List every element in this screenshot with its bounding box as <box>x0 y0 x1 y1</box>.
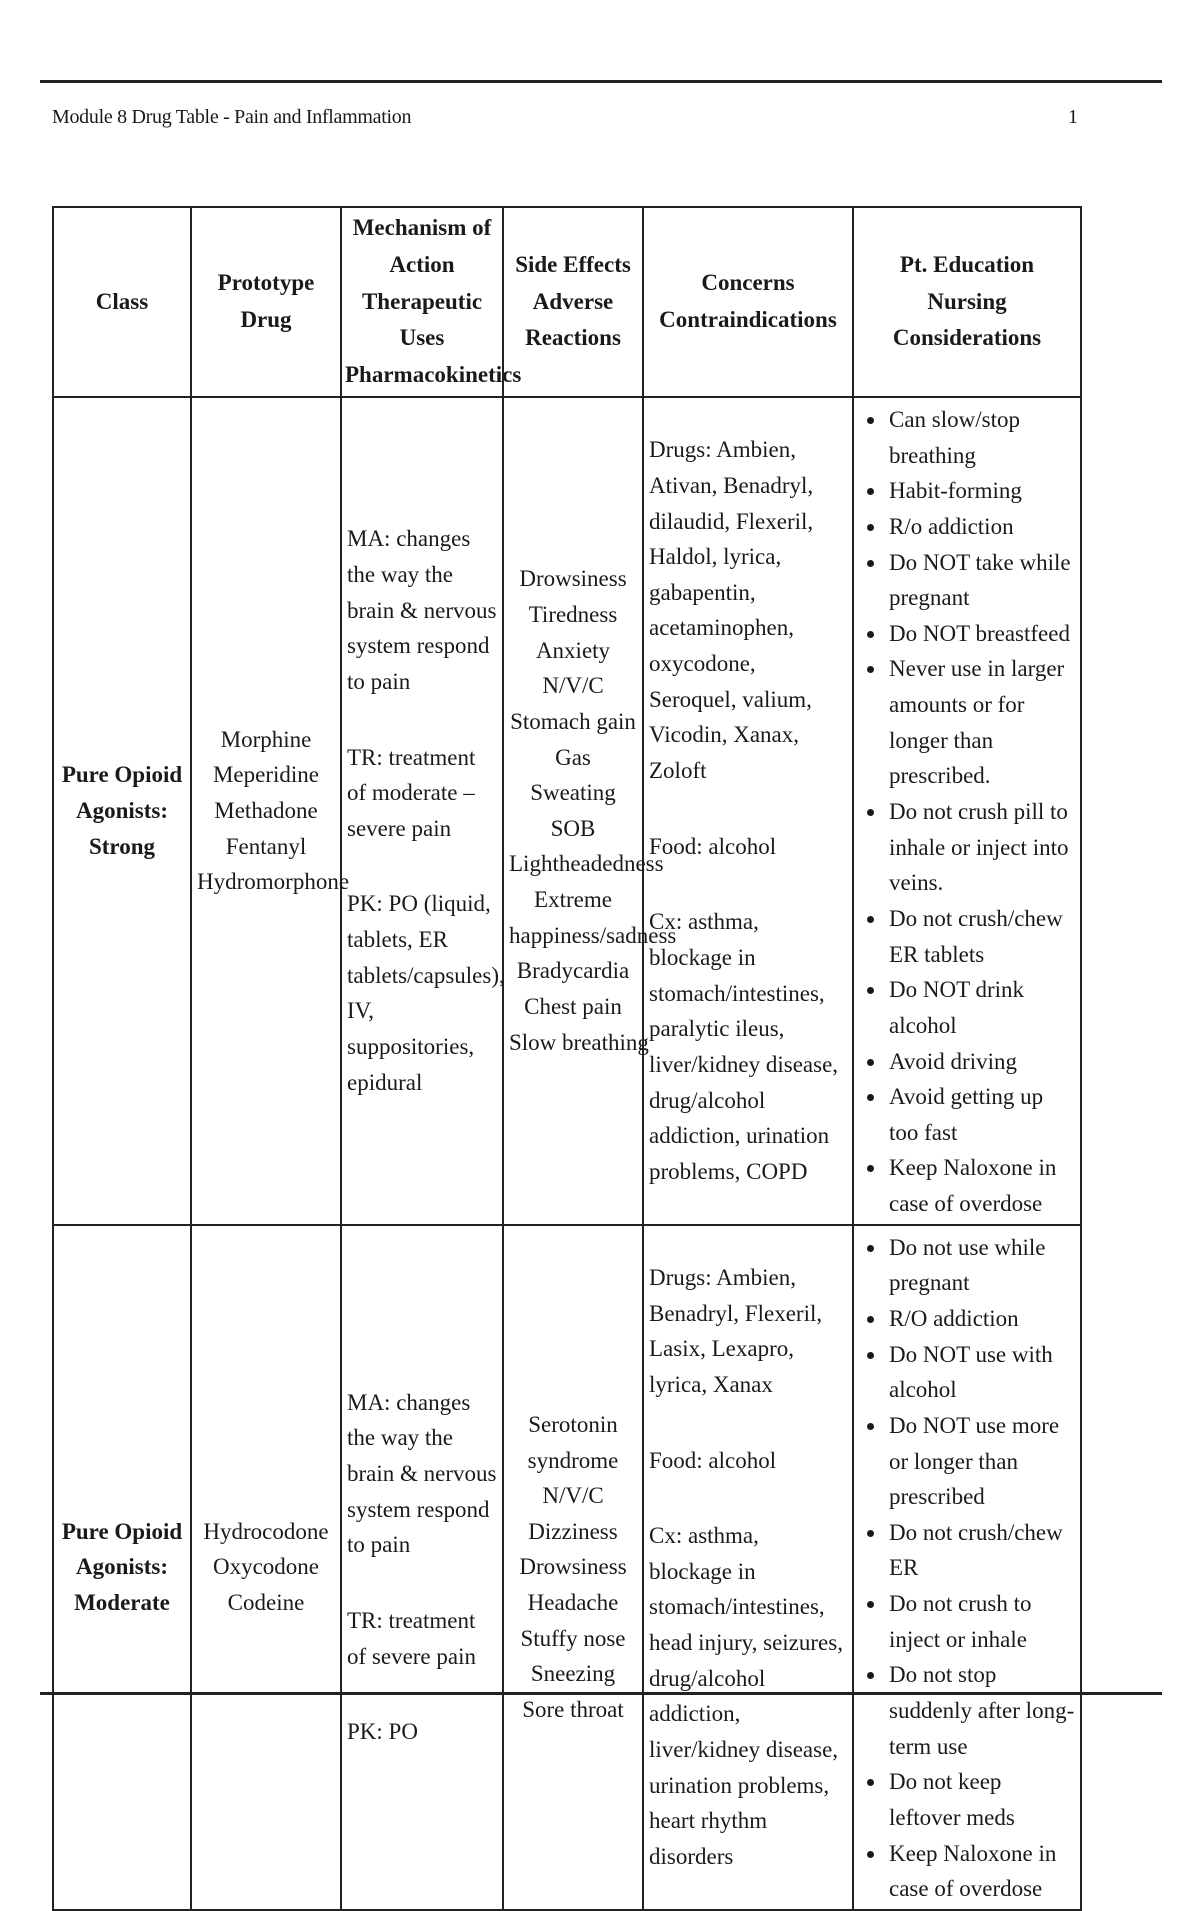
cell-line: Sneezing <box>530 1661 616 1687</box>
prototype-drug-cell <box>191 397 350 1225</box>
cell-line: Strong <box>88 833 156 859</box>
cell-line: SOB <box>550 815 596 841</box>
list-item: • Do not crush/chew ER <box>887 1515 1075 1586</box>
cell-line: Dizziness <box>528 1518 618 1544</box>
cell-line: syndrome <box>527 1447 619 1473</box>
mechanism-ma: MA: changes the way the brain & nervous system respond to pain <box>347 1389 497 1558</box>
cell-line: Sweating <box>530 780 616 806</box>
table-row <box>53 1225 1081 1910</box>
cell-line: Anxiety <box>535 637 611 663</box>
list-item: • Do not keep leftover meds <box>887 1764 1075 1835</box>
bottom-rule <box>40 1692 1162 1695</box>
cell-line: Contraindications <box>659 306 837 332</box>
cell-line: Methadone <box>214 798 318 824</box>
cell-line: Chest pain <box>524 994 622 1020</box>
table-row <box>53 397 1081 1225</box>
cell-line: Therapeutic Uses <box>361 288 483 351</box>
cell-line: Moderate <box>74 1590 170 1616</box>
cell-line: Extreme <box>534 887 612 913</box>
cell-line: Serotonin <box>528 1411 618 1437</box>
page-number: 1 <box>1068 106 1078 128</box>
cell-line: Oxycodone <box>212 1554 320 1580</box>
cell-line: Prototype Drug <box>217 270 315 332</box>
cell-line: Bradycardia <box>516 958 630 984</box>
list-item: • Avoid driving <box>887 1044 1075 1080</box>
cell-line: N/V/C <box>542 673 604 699</box>
cell-line: Drowsiness <box>519 566 627 592</box>
cell-line: Fentanyl <box>225 833 307 859</box>
list-item: • Do not crush pill to inhale or inject into veins. <box>887 794 1075 901</box>
side-effects-cell <box>503 1225 643 1910</box>
education-cell <box>853 397 1081 1225</box>
mechanism-cell <box>341 397 503 1225</box>
education-list <box>859 402 1075 1222</box>
mechanism-ma: MA: changes the way the brain & nervous system respond to pain <box>347 526 497 694</box>
concerns-drugs: Drugs: Ambien, Benadryl, Flexeril, Lasix, Lexapro, lyrica, Xanax <box>649 1265 823 1397</box>
list-item: • Habit-forming <box>887 473 1075 509</box>
header-class <box>53 207 191 397</box>
cell-line: Agonists: <box>75 1554 168 1580</box>
table-header-row <box>53 207 1081 397</box>
cell-line: Slow breathing <box>509 1029 649 1055</box>
list-item: • Can slow/stop breathing <box>887 402 1075 473</box>
cell-line: Action <box>389 251 455 277</box>
top-rule <box>40 80 1162 83</box>
header-concerns <box>643 207 853 397</box>
list-item: • R/o addiction <box>887 509 1075 545</box>
list-item: • Do not use while pregnant <box>887 1230 1075 1301</box>
cell-line: Class <box>95 288 149 314</box>
cell-line: Stuffy nose <box>520 1625 626 1651</box>
concerns-drugs: Drugs: Ambien, Ativan, Benadryl, dilaudid, Flexeril, Haldol, lyrica, gabapentin, acetaminophen, oxycodone, Seroquel, valium, Vicodin, Xanax, Zoloft <box>649 437 814 784</box>
concerns-cell <box>643 397 853 1225</box>
side-effects-cell <box>503 397 677 1225</box>
concerns-cell <box>643 1225 853 1910</box>
concerns-cx: Cx: asthma, blockage in stomach/intestines, paralytic ileus, liver/kidney disease, drug/alcohol addiction, urination problems, COPD <box>649 909 839 1184</box>
class-cell <box>53 1225 191 1910</box>
list-item: • Do NOT drink alcohol <box>887 972 1075 1043</box>
list-item: • Avoid getting up too fast <box>887 1079 1075 1150</box>
header-education <box>853 207 1081 397</box>
cell-line: Concerns <box>701 270 795 296</box>
list-item: • Do not crush/chew ER tablets <box>887 901 1075 972</box>
concerns-food: Food: alcohol <box>649 1447 777 1473</box>
list-item: • Do not stop suddenly after long-term use <box>887 1657 1075 1764</box>
mechanism-tr: TR: treatment of moderate – severe pain <box>347 744 476 841</box>
cell-line: Pure Opioid <box>61 762 183 788</box>
header-prototype-drug <box>191 207 341 397</box>
class-cell <box>53 397 191 1225</box>
cell-line: Tiredness <box>528 602 618 627</box>
mechanism-pk: PK: PO (liquid, tablets, ER tablets/capsules), IV, suppositories, epidural <box>347 891 505 1095</box>
cell-line: Nursing Considerations <box>892 288 1042 351</box>
cell-line: Drowsiness <box>519 1554 627 1580</box>
education-cell <box>853 1225 1081 1910</box>
list-item: • Do NOT take while pregnant <box>887 545 1075 616</box>
cell-line: Headache <box>527 1590 619 1616</box>
cell-line: Pharmacokinetics <box>345 362 522 388</box>
cell-line: Hydrocodone <box>203 1518 329 1544</box>
document-header-title: Module 8 Drug Table - Pain and Inflammation <box>52 106 412 128</box>
prototype-drug-cell <box>191 1225 341 1910</box>
education-list <box>859 1230 1075 1907</box>
list-item: • Keep Naloxone in case of overdose <box>887 1836 1075 1907</box>
cell-line: Side Effects <box>515 251 631 277</box>
list-item: • Do NOT use more or longer than prescribed <box>887 1408 1075 1515</box>
cell-line: Agonists: <box>75 798 168 824</box>
cell-line: Codeine <box>227 1590 305 1616</box>
mechanism-pk: PK: PO <box>347 1719 418 1745</box>
list-item: • Do not crush to inject or inhale <box>887 1586 1075 1657</box>
cell-line: Pure Opioid <box>61 1518 183 1544</box>
cell-line: happiness/sadness <box>509 922 677 948</box>
mechanism-cell <box>341 1225 503 1910</box>
cell-line: Pt. Education <box>899 251 1035 277</box>
cell-line: Stomach gain <box>510 708 636 734</box>
list-item: • R/O addiction <box>887 1301 1075 1337</box>
cell-line: Hydromorphone <box>197 869 350 895</box>
header-side-effects <box>503 207 643 397</box>
cell-line: Sore throat <box>522 1697 624 1723</box>
cell-line: Gas <box>555 744 591 770</box>
cell-line: Mechanism of <box>352 215 492 240</box>
cell-line: Lightheadedness <box>509 851 664 877</box>
list-item: • Do NOT breastfeed <box>887 616 1075 652</box>
list-item: • Do NOT use with alcohol <box>887 1337 1075 1408</box>
concerns-food: Food: alcohol <box>649 833 777 859</box>
header-mechanism <box>341 207 522 397</box>
mechanism-tr: TR: treatment of severe pain <box>347 1607 476 1669</box>
cell-line: Adverse <box>532 288 614 314</box>
list-item: • Keep Naloxone in case of overdose <box>887 1150 1075 1221</box>
cell-line: Reactions <box>525 325 621 351</box>
drug-table <box>52 206 1082 1911</box>
cell-line: N/V/C <box>542 1483 604 1509</box>
cell-line: Morphine <box>220 726 312 752</box>
concerns-cx: Cx: asthma, blockage in stomach/intestines, head injury, seizures, drug/alcohol addiction, liver/kidney disease, urination problems, heart rhythm disorders <box>649 1523 843 1869</box>
list-item: • Never use in larger amounts or for longer than prescribed. <box>887 651 1075 794</box>
cell-line: Meperidine <box>212 762 319 788</box>
